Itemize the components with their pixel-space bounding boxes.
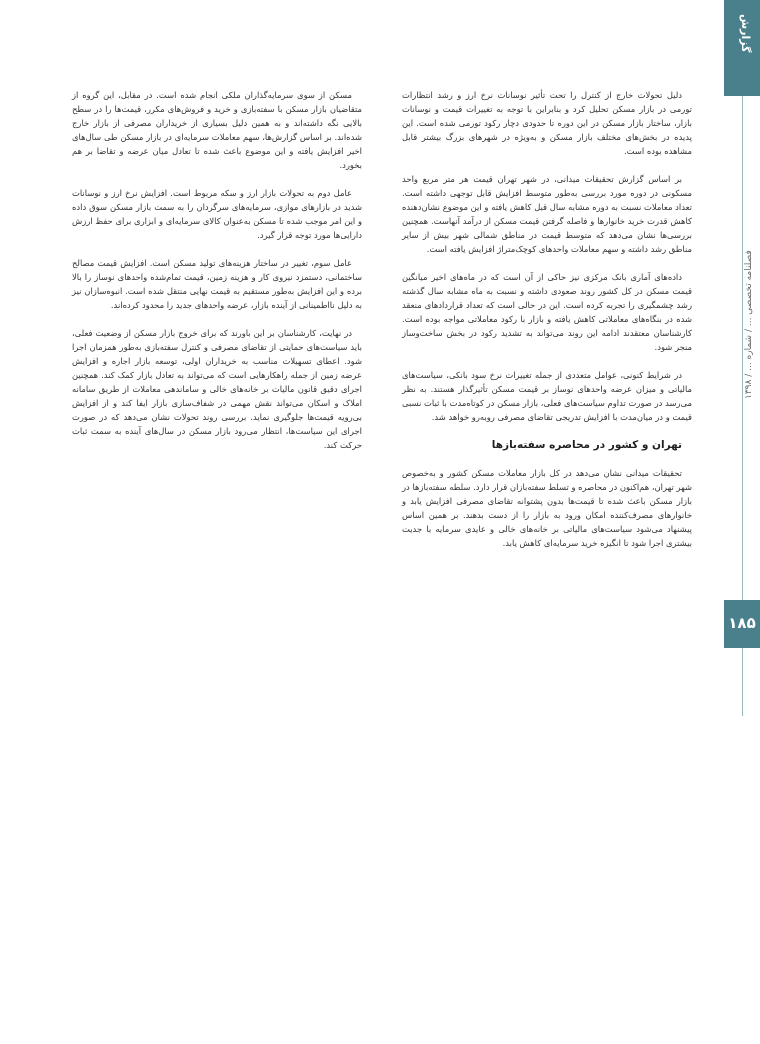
paragraph: مسکن از سوی سرمایه‌گذاران ملکی انجام شده است. در مقابل، این گروه از متقاضیان بازار مسکن با سفته‌بازی و خرید و فروش‌های مکرر، قیمت‌ها را در سطح بالایی نگه داشته‌اند و به همین دلیل بسیاری از خریداران مصرفی از بازار خارج شده‌اند. بر اساس گزارش‌ها، سهم معاملات سرمایه‌ای در بازار مسکن طی سال‌های اخیر افزایش یافته و این موضوع باعث شده تا تعادل میان عرضه و تقاضا بر هم بخورد. xyxy=(72,90,362,170)
section-tab-label: گزارش xyxy=(739,14,752,53)
journal-reference: فصلنامه تخصصی ... / شماره ... / ۱۳۹۸ xyxy=(744,250,754,399)
paragraph: عامل دوم به تحولات بازار ارز و سکه مربوط است. افزایش نرخ ارز و نوسانات شدید در بازارهای موازی، سرمایه‌های سرگردان را به سمت بازار مسکن سوق داده و این امر موجب شده تا مسکن به‌عنوان کالای سرمایه‌ای و ابزاری برای حفظ ارزش دارایی‌ها مورد توجه قرار گیرد. xyxy=(72,188,362,240)
section-tab xyxy=(724,0,760,96)
paragraph: تحقیقات میدانی نشان می‌دهد در کل بازار معاملات مسکن کشور و به‌خصوص شهر تهران، هم‌اکنون در محاصره و تسلط سفته‌بازان قرار دارد. سلطه سفته‌بازها در بازار مسکن باعث شده تا قیمت‌ها بدون پشتوانه تقاضای مصرفی افزایش یابد و خانوارهای مصرف‌کننده امکان ورود به بازار را از دست بدهند. بر همین اساس پیشنهاد می‌شود سیاست‌های مالیاتی بر خانه‌های خالی و عایدی سرمایه با جدیت بیشتری اجرا شود تا انگیزه خرید سرمایه‌ای کاهش یابد. xyxy=(402,468,692,548)
paragraph: عامل سوم، تغییر در ساختار هزینه‌های تولید مسکن است. افزایش قیمت مصالح ساختمانی، دستمزد نیروی کار و هزینه زمین، قیمت تمام‌شده واحدهای نوساز را بالا برده و این افزایش به‌طور مستقیم به قیمت نهایی منتقل شده است. انبوه‌سازان نیز به دلیل نااطمینانی از آینده بازار، عرضه واحدهای جدید را محدود کرده‌اند. xyxy=(72,258,362,310)
left-column xyxy=(72,88,362,466)
section-heading: تهران و کشور در محاصره سفته‌بازها xyxy=(491,439,682,451)
page-number-box xyxy=(724,600,760,648)
paragraph: بر اساس گزارش تحقیقات میدانی، در شهر تهران قیمت هر متر مربع واحد مسکونی در دوره مورد بررسی به‌طور متوسط افزایش قابل توجهی داشته است. تعداد معاملات نسبت به دوره مشابه سال قبل کاهش یافته و این موضوع نشان‌دهنده کاهش قدرت خرید خانوارها و فاصله گرفتن قیمت مسکن از درآمد آنهاست. همچنین بررسی‌ها نشان می‌دهد که متوسط قیمت در مناطق شمالی شهر بیش از سایر مناطق رشد داشته و سهم معاملات واحدهای کوچک‌متراژ افزایش یافته است. xyxy=(402,174,692,254)
page-number: ۱۸۵ xyxy=(728,614,756,632)
paragraph: در نهایت، کارشناسان بر این باورند که برای خروج بازار مسکن از وضعیت فعلی، باید سیاست‌های حمایتی از تقاضای مصرفی و کنترل سفته‌بازی به‌طور همزمان اجرا شود. اعطای تسهیلات مناسب به خریداران اولی، توسعه بازار اجاره و افزایش عرضه زمین از جمله راهکارهایی است که می‌تواند به تعادل بازار کمک کند. همچنین اجرای دقیق قانون مالیات بر خانه‌های خالی و ساماندهی معاملات از طریق سامانه املاک و اسکان می‌تواند نقش مهمی در شفاف‌سازی بازار ایفا کند و از افزایش بی‌رویه قیمت‌ها جلوگیری نماید. بررسی روند تحولات نشان می‌دهد که در صورت اجرای این سیاست‌ها، انتظار می‌رود بازار مسکن در سال‌های آینده به سمت ثبات حرکت کند. xyxy=(72,328,362,450)
paragraph: داده‌های آماری بانک مرکزی نیز حاکی از آن است که در ماه‌های اخیر میانگین قیمت مسکن در کل کشور روند صعودی داشته و نسبت به ماه مشابه سال گذشته رشد چشمگیری را تجربه کرده است. این در حالی است که تعداد قراردادهای منعقد شده در بنگاه‌های معاملاتی کاهش یافته و بازار با رکود معاملاتی مواجه بوده است. کارشناسان معتقدند ادامه این روند می‌تواند به تشدید رکود در بخش ساخت‌وساز منجر شود. xyxy=(402,272,692,352)
right-column xyxy=(402,88,692,564)
paragraph: در شرایط کنونی، عوامل متعددی از جمله تغییرات نرخ سود بانکی، سیاست‌های مالیاتی و میزان عرضه واحدهای نوساز بر قیمت مسکن تأثیرگذار هستند. به نظر می‌رسد در صورت تداوم سیاست‌های فعلی، بازار مسکن در کوتاه‌مدت با ثبات نسبی قیمت و در میان‌مدت با افزایش تدریجی تقاضای مصرفی روبه‌رو خواهد شد. xyxy=(402,370,692,422)
paragraph: دلیل تحولات خارج از کنترل را تحت تأثیر نوسانات نرخ ارز و رشد انتظارات تورمی در بازار مسکن تحلیل کرد و بنابراین با توجه به تغییرات قیمت و نوسانات بازار، ساختار بازار مسکن در این دوره تا حدودی دچار رکود تورمی شده است. این پدیده در بخش‌های مختلف بازار مسکن و به‌ویژه در شهرهای بزرگ بیشتر قابل مشاهده بوده است. xyxy=(402,90,692,156)
